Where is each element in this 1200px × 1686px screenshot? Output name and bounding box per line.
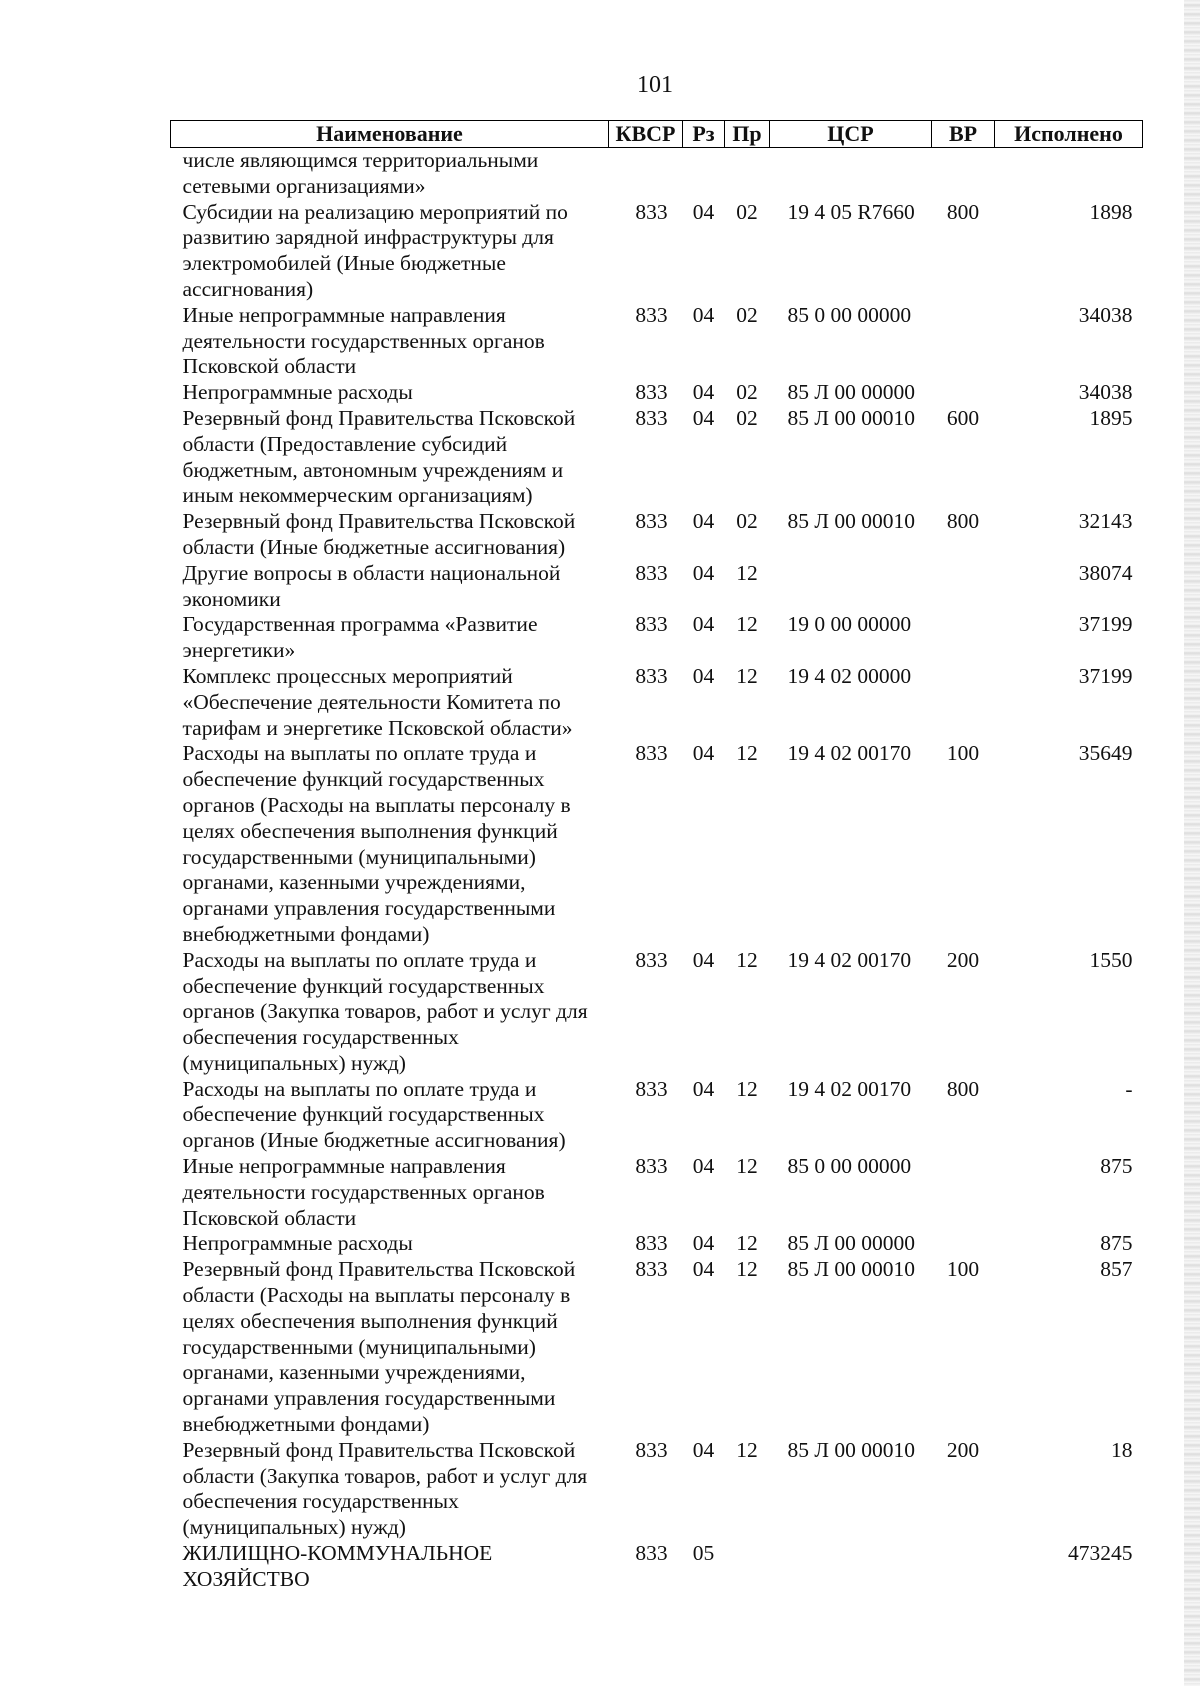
header-name: Наименование [171, 121, 609, 148]
cell-ispol: 32143 [1078, 509, 1133, 534]
table-row [171, 612, 1143, 664]
table-row [171, 200, 1143, 303]
cell-ispol: - [1125, 1076, 1133, 1101]
cell-name: Резервный фонд Правительства Псковской области (Иные бюджетные ассигнования) [182, 509, 576, 559]
cell-pr: 02 [736, 405, 758, 430]
cell-rz: 04 [692, 199, 715, 224]
table-row [171, 380, 1143, 406]
cell-pr: 12 [736, 1231, 758, 1256]
cell-csr: 85 Л 00 00010 [787, 405, 915, 430]
cell-rz: 04 [692, 380, 715, 405]
cell-ispol: 34038 [1078, 302, 1133, 327]
cell-vr: 800 [946, 1076, 980, 1101]
cell-pr: 12 [736, 947, 758, 972]
table-row [171, 1438, 1143, 1541]
cell-pr: 12 [736, 663, 758, 688]
table-row [171, 148, 1143, 200]
cell-csr: 19 4 02 00170 [787, 1076, 912, 1101]
cell-pr: 02 [736, 509, 758, 534]
cell-csr: 85 Л 00 00000 [787, 1231, 915, 1256]
table-row [171, 561, 1143, 613]
cell-name: Резервный фонд Правительства Псковской области (Расходы на выплаты персоналу в целях обеспечения выполнения функций государственными (муниципальными) органами, казенными учреждениями, органами управления государственными внебюджетными фондами) [182, 1257, 576, 1437]
cell-kvsr: 833 [635, 509, 668, 534]
cell-name: Субсидии на реализацию мероприятий по развитию зарядной инфраструктуры для электромобилей (Иные бюджетные ассигнования) [182, 199, 568, 301]
cell-pr: 02 [736, 199, 758, 224]
cell-vr [932, 148, 995, 200]
cell-vr [932, 1154, 995, 1231]
header-row [171, 121, 1143, 148]
cell-kvsr: 833 [635, 302, 668, 327]
cell-ispol: 875 [1100, 1231, 1133, 1256]
cell-name: Расходы на выплаты по оплате труда и обеспечение функций государственных органов (Расходы на выплаты персоналу в целях обеспечения выполнения функций государственными (муниципальными) органами, казенными учреждениями, органами управления государственными внебюджетными фондами) [182, 741, 571, 946]
table-header [171, 121, 1143, 148]
cell-csr: 85 Л 00 00000 [787, 380, 915, 405]
table-row [171, 1541, 1143, 1593]
cell-csr [770, 1541, 932, 1593]
header-rz: Рз [683, 121, 725, 148]
cell-rz: 05 [692, 1541, 715, 1566]
cell-vr [932, 380, 995, 406]
cell-ispol: 1550 [1089, 947, 1133, 972]
cell-csr: 19 4 05 R7660 [787, 199, 915, 224]
cell-rz: 04 [692, 663, 715, 688]
cell-vr: 600 [946, 405, 980, 430]
cell-vr: 100 [946, 741, 980, 766]
cell-rz: 04 [692, 612, 715, 637]
cell-kvsr: 833 [635, 405, 668, 430]
cell-pr: 12 [736, 560, 758, 585]
cell-kvsr: 833 [635, 1154, 668, 1179]
cell-csr: 85 Л 00 00010 [787, 1257, 915, 1282]
cell-kvsr: 833 [635, 1257, 668, 1282]
cell-rz [683, 148, 725, 200]
cell-csr: 85 0 00 00000 [787, 1154, 912, 1179]
header-vr: ВР [932, 121, 995, 148]
cell-name: Иные непрограммные направления деятельности государственных органов Псковской области [182, 302, 545, 379]
cell-name: Иные непрограммные направления деятельности государственных органов Псковской области [182, 1154, 545, 1230]
cell-pr: 12 [736, 1257, 758, 1282]
cell-rz: 04 [692, 302, 715, 327]
cell-rz: 04 [692, 1154, 715, 1179]
cell-pr: 12 [736, 1154, 758, 1179]
cell-name: Расходы на выплаты по оплате труда и обеспечение функций государственных органов (Закупка товаров, работ и услуг для обеспечения государственных (муниципальных) нужд) [182, 947, 588, 1075]
cell-vr [932, 1541, 995, 1593]
cell-name: Резервный фонд Правительства Псковской области (Предоставление субсидий бюджетным, автономным учреждениям и иным некоммерческим организациям) [182, 405, 576, 508]
cell-pr: 02 [736, 380, 758, 405]
cell-pr: 12 [736, 741, 758, 766]
cell-kvsr: 833 [635, 380, 668, 405]
cell-pr: 12 [736, 1437, 758, 1462]
cell-name: Комплекс процессных мероприятий «Обеспечение деятельности Комитета по тарифам и энергетике Псковской области» [182, 663, 573, 740]
table-row [171, 664, 1143, 741]
cell-vr: 100 [946, 1257, 980, 1282]
cell-kvsr [609, 148, 683, 200]
cell-vr [932, 303, 995, 380]
table-row [171, 303, 1143, 380]
cell-rz: 04 [692, 405, 715, 430]
table-row [171, 1231, 1143, 1257]
cell-vr: 200 [946, 947, 980, 972]
cell-pr: 02 [736, 302, 758, 327]
cell-csr: 19 4 02 00170 [787, 947, 912, 972]
table-row [171, 1154, 1143, 1231]
cell-kvsr: 833 [635, 560, 668, 585]
cell-vr [932, 612, 995, 664]
cell-name: Непрограммные расходы [182, 1231, 413, 1256]
table-row [171, 948, 1143, 1077]
cell-ispol: 35649 [1078, 741, 1133, 766]
page-number: 101 [637, 72, 673, 98]
cell-rz: 04 [692, 1257, 715, 1282]
cell-rz: 04 [692, 947, 715, 972]
cell-rz: 04 [692, 1231, 715, 1256]
header-csr: ЦСР [770, 121, 932, 148]
cell-ispol [995, 148, 1143, 200]
cell-kvsr: 833 [635, 199, 668, 224]
cell-kvsr: 833 [635, 612, 668, 637]
scan-edge [1184, 0, 1200, 1686]
cell-pr [725, 1541, 770, 1593]
cell-rz: 04 [692, 1076, 715, 1101]
header-kvsr: КВСР [609, 121, 683, 148]
cell-kvsr: 833 [635, 663, 668, 688]
cell-vr [932, 664, 995, 741]
cell-ispol: 857 [1100, 1257, 1133, 1282]
cell-csr [770, 148, 932, 200]
cell-csr: 85 Л 00 00010 [787, 509, 915, 534]
cell-name: Расходы на выплаты по оплате труда и обеспечение функций государственных органов (Иные бюджетные ассигнования) [182, 1076, 566, 1153]
cell-vr [932, 1231, 995, 1257]
cell-pr: 12 [736, 1076, 758, 1101]
cell-vr: 200 [946, 1437, 980, 1462]
cell-rz: 04 [692, 1437, 715, 1462]
cell-name: числе являющимся территориальными сетевыми организациями» [182, 148, 539, 198]
budget-table [170, 120, 1143, 1593]
cell-ispol: 37199 [1078, 612, 1133, 637]
cell-ispol: 875 [1100, 1154, 1133, 1179]
cell-kvsr: 833 [635, 1076, 668, 1101]
cell-pr: 12 [736, 612, 758, 637]
cell-ispol: 1898 [1089, 199, 1133, 224]
cell-name: Государственная программа «Развитие энергетики» [182, 612, 538, 663]
table-row [171, 1257, 1143, 1438]
cell-vr: 800 [946, 509, 980, 534]
cell-name: ЖИЛИЩНО-КОММУНАЛЬНОЕ ХОЗЯЙСТВО [182, 1541, 493, 1591]
cell-name: Другие вопросы в области национальной экономики [182, 560, 561, 611]
cell-ispol: 34038 [1078, 380, 1133, 405]
cell-vr: 800 [946, 199, 980, 224]
table-row [171, 509, 1143, 561]
cell-csr [770, 561, 932, 613]
table-body [171, 148, 1143, 1593]
cell-csr: 85 0 00 00000 [787, 302, 912, 327]
cell-kvsr: 833 [635, 947, 668, 972]
header-pr: Пр [725, 121, 770, 148]
cell-kvsr: 833 [635, 1437, 668, 1462]
cell-rz: 04 [692, 741, 715, 766]
cell-rz: 04 [692, 560, 715, 585]
cell-name: Резервный фонд Правительства Псковской области (Закупка товаров, работ и услуг для обеспечения государственных (муниципальных) нужд) [182, 1437, 588, 1540]
table-row [171, 741, 1143, 947]
cell-csr: 19 0 00 00000 [787, 612, 912, 637]
cell-csr: 85 Л 00 00010 [787, 1437, 915, 1462]
cell-ispol: 18 [1111, 1437, 1133, 1462]
cell-vr [932, 561, 995, 613]
table-row [171, 1077, 1143, 1154]
cell-ispol: 38074 [1078, 560, 1133, 585]
cell-kvsr: 833 [635, 1231, 668, 1256]
cell-rz: 04 [692, 509, 715, 534]
cell-ispol: 37199 [1078, 663, 1133, 688]
cell-pr [725, 148, 770, 200]
cell-ispol: 473245 [1068, 1541, 1133, 1566]
cell-kvsr: 833 [635, 1541, 668, 1566]
cell-name: Непрограммные расходы [182, 380, 413, 405]
cell-csr: 19 4 02 00000 [787, 663, 912, 688]
cell-ispol: 1895 [1089, 405, 1133, 430]
cell-csr: 19 4 02 00170 [787, 741, 912, 766]
header-ispol: Исполнено [995, 121, 1143, 148]
table-row [171, 406, 1143, 509]
cell-kvsr: 833 [635, 741, 668, 766]
